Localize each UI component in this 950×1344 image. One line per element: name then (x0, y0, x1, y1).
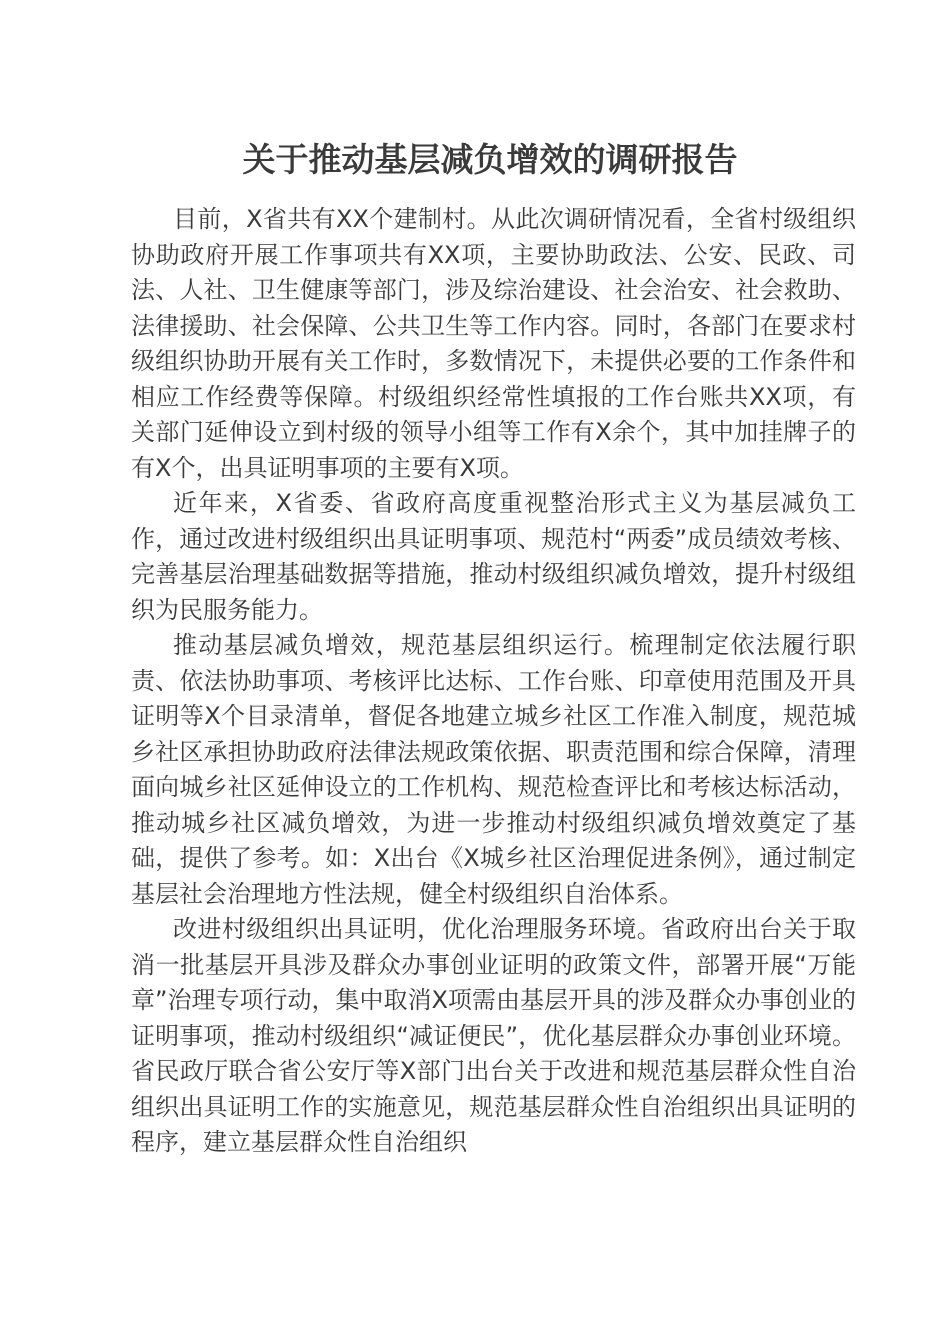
paragraph-3: 推动基层减负增效，规范基层组织运行。梳理制定依法履行职责、依法协助事项、考核评比达标、工作台账、印章使用范围及开具证明等X个目录清单，督促各地建立城乡社区工作准入制度，规范城乡社区承担协助政府法律法规政策依据、职责范围和综合保障，清理面向城乡社区延伸设立的工作机构、规范检查评比和考核达标活动，推动城乡社区减负增效，为进一步推动村级组织减负增效奠定了基础，提供了参考。如：X出台《X城乡社区治理促进条例》，通过制定基层社会治理地方性法规，健全村级组织自治体系。 (131, 631, 856, 908)
document-body (131, 202, 856, 1161)
paragraph-1: 目前，X省共有XX个建制村。从此次调研情况看，全省村级组织协助政府开展工作事项共有XX项，主要协助政法、公安、民政、司法、人社、卫生健康等部门，涉及综治建设、社会治安、社会救助、法律援助、社会保障、公共卫生等工作内容。同时，各部门在要求村级组织协助开展有关工作时，多数情况下，未提供必要的工作条件和相应工作经费等保障。村级组织经常性填报的工作台账共XX项，有关部门延伸设立到村级的领导小组等工作有X余个，其中加挂牌子的有X个，出具证明事项的主要有X项。 (131, 205, 856, 482)
document-title: 关于推动基层减负增效的调研报告 (242, 140, 738, 179)
paragraph-4: 改进村级组织出具证明，优化治理服务环境。省政府出台关于取消一批基层开具涉及群众办事创业证明的政策文件，部署开展“万能章”治理专项行动，集中取消X项需由基层开具的涉及群众办事创业的证明事项，推动村级组织“减证便民”，优化基层群众办事创业环境。省民政厅联合省公安厅等X部门出台关于改进和规范基层群众性自治组织出具证明工作的实施意见，规范基层群众性自治组织出具证明的程序，建立基层群众性自治组织 (131, 915, 856, 1156)
paragraph-2: 近年来，X省委、省政府高度重视整治形式主义为基层减负工作，通过改进村级组织出具证明事项、规范村“两委”成员绩效考核、完善基层治理基础数据等措施，推动村级组织减负增效，提升村级组织为民服务能力。 (131, 489, 856, 624)
